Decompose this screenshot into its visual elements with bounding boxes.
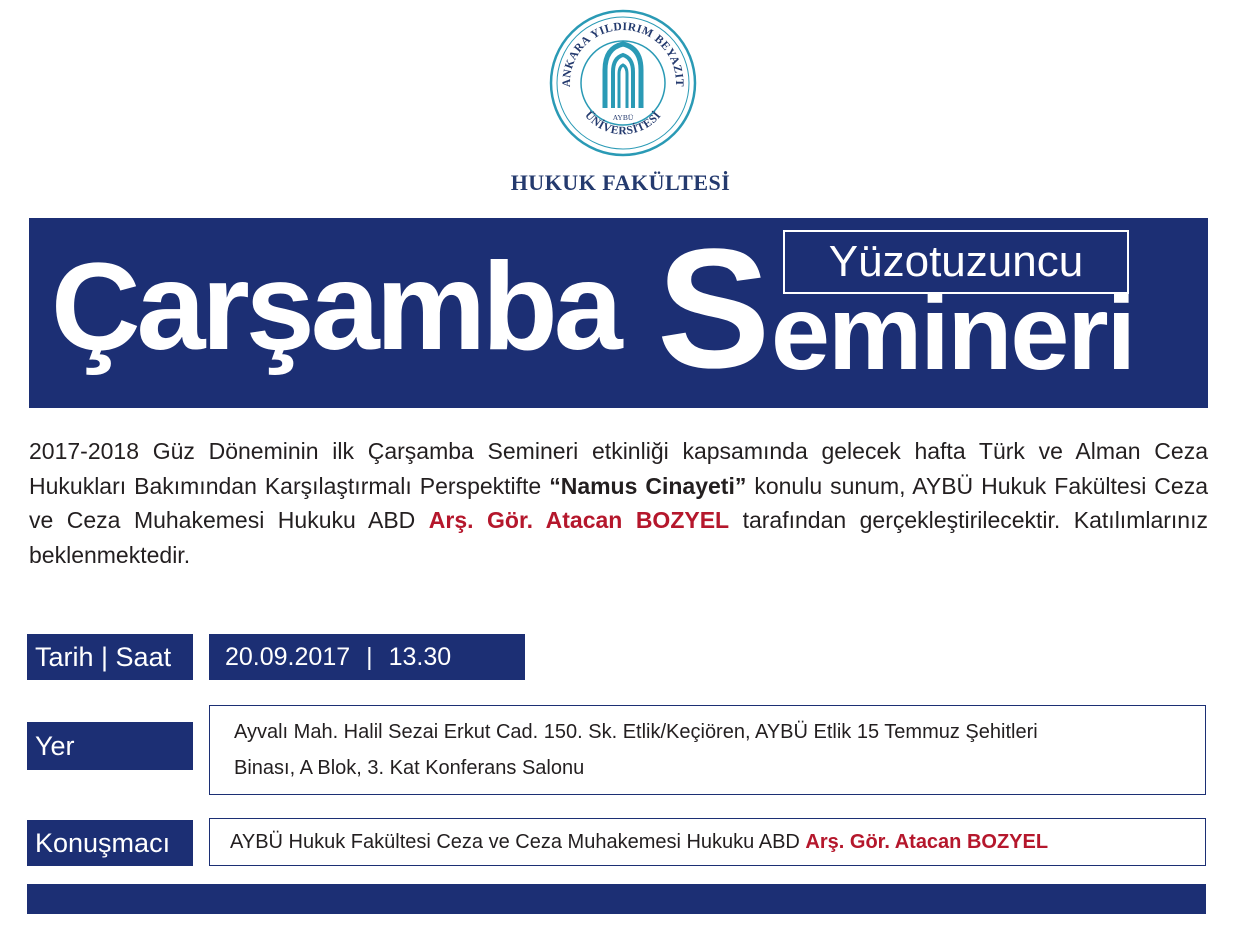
speaker-name: Arş. Gör. Atacan BOZYEL bbox=[805, 830, 1049, 853]
speaker-affiliation: AYBÜ Hukuk Fakültesi Ceza ve Ceza Muhakemesi Hukuku ABD bbox=[230, 830, 806, 853]
logo-abbr: AYBÜ bbox=[612, 113, 634, 122]
desc-topic: “Namus Cinayeti” bbox=[549, 472, 747, 499]
logo-arc-text: ANKARA YILDIRIM BEYAZIT bbox=[560, 20, 686, 88]
date-time-label bbox=[27, 634, 193, 680]
speaker-value bbox=[209, 818, 1206, 866]
desc-speaker: Arş. Gör. Atacan BOZYEL bbox=[428, 507, 730, 533]
speaker-label bbox=[27, 820, 193, 866]
speaker-label-text: Konuşmacı bbox=[35, 827, 171, 858]
date-time-label-text: Tarih | Saat bbox=[35, 641, 172, 672]
logo-bottom-text: ÜNİVERSİTESİ bbox=[582, 109, 664, 138]
desc-part2: konulu sunum, AYBÜ Hukuk Fakültesi Ceza ve Ceza Muhakemesi Hukuku ABD bbox=[29, 472, 1208, 533]
place-line-2: Binası, A Blok, 3. Kat Konferans Salonu bbox=[234, 757, 585, 779]
place-line-1: Ayvalı Mah. Halil Sezai Erkut Cad. 150. Sk. Etlik/Keçiören, AYBÜ Etlik 15 Temmuz Şehitleri bbox=[234, 721, 1038, 743]
place-value bbox=[209, 705, 1206, 795]
date-value: 20.09.2017 bbox=[225, 642, 351, 671]
footer-bar bbox=[27, 884, 1206, 914]
banner-big-letter: S bbox=[657, 218, 771, 404]
place-label bbox=[27, 722, 193, 770]
description-paragraph bbox=[29, 434, 1208, 572]
seminar-number-box bbox=[783, 230, 1129, 294]
banner-title-carsamba: Çarşamba bbox=[51, 238, 619, 376]
title-banner bbox=[29, 218, 1208, 408]
university-seal-logo bbox=[548, 8, 698, 158]
faculty-name: HUKUK FAKÜLTESİ bbox=[510, 170, 731, 195]
place-label-text: Yer bbox=[35, 730, 75, 761]
banner-title-semineri: emineri bbox=[771, 274, 1135, 392]
desc-part1: 2017-2018 Güz Döneminin ilk Çarşamba Semineri etkinliği kapsamında gelecek hafta Türk ve Alman Ceza Hukukları Bakımından Karşılaştırmalı Perspektifte bbox=[29, 438, 1208, 499]
time-value: 13.30 bbox=[388, 642, 452, 671]
seminar-number-text: Yüzotuzuncu bbox=[828, 237, 1084, 286]
date-time-value bbox=[209, 634, 525, 680]
desc-part3: tarafından gerçekleştirilecektir. Katılımlarınız beklenmektedir. bbox=[29, 507, 1208, 568]
date-time-separator: | bbox=[366, 642, 373, 671]
